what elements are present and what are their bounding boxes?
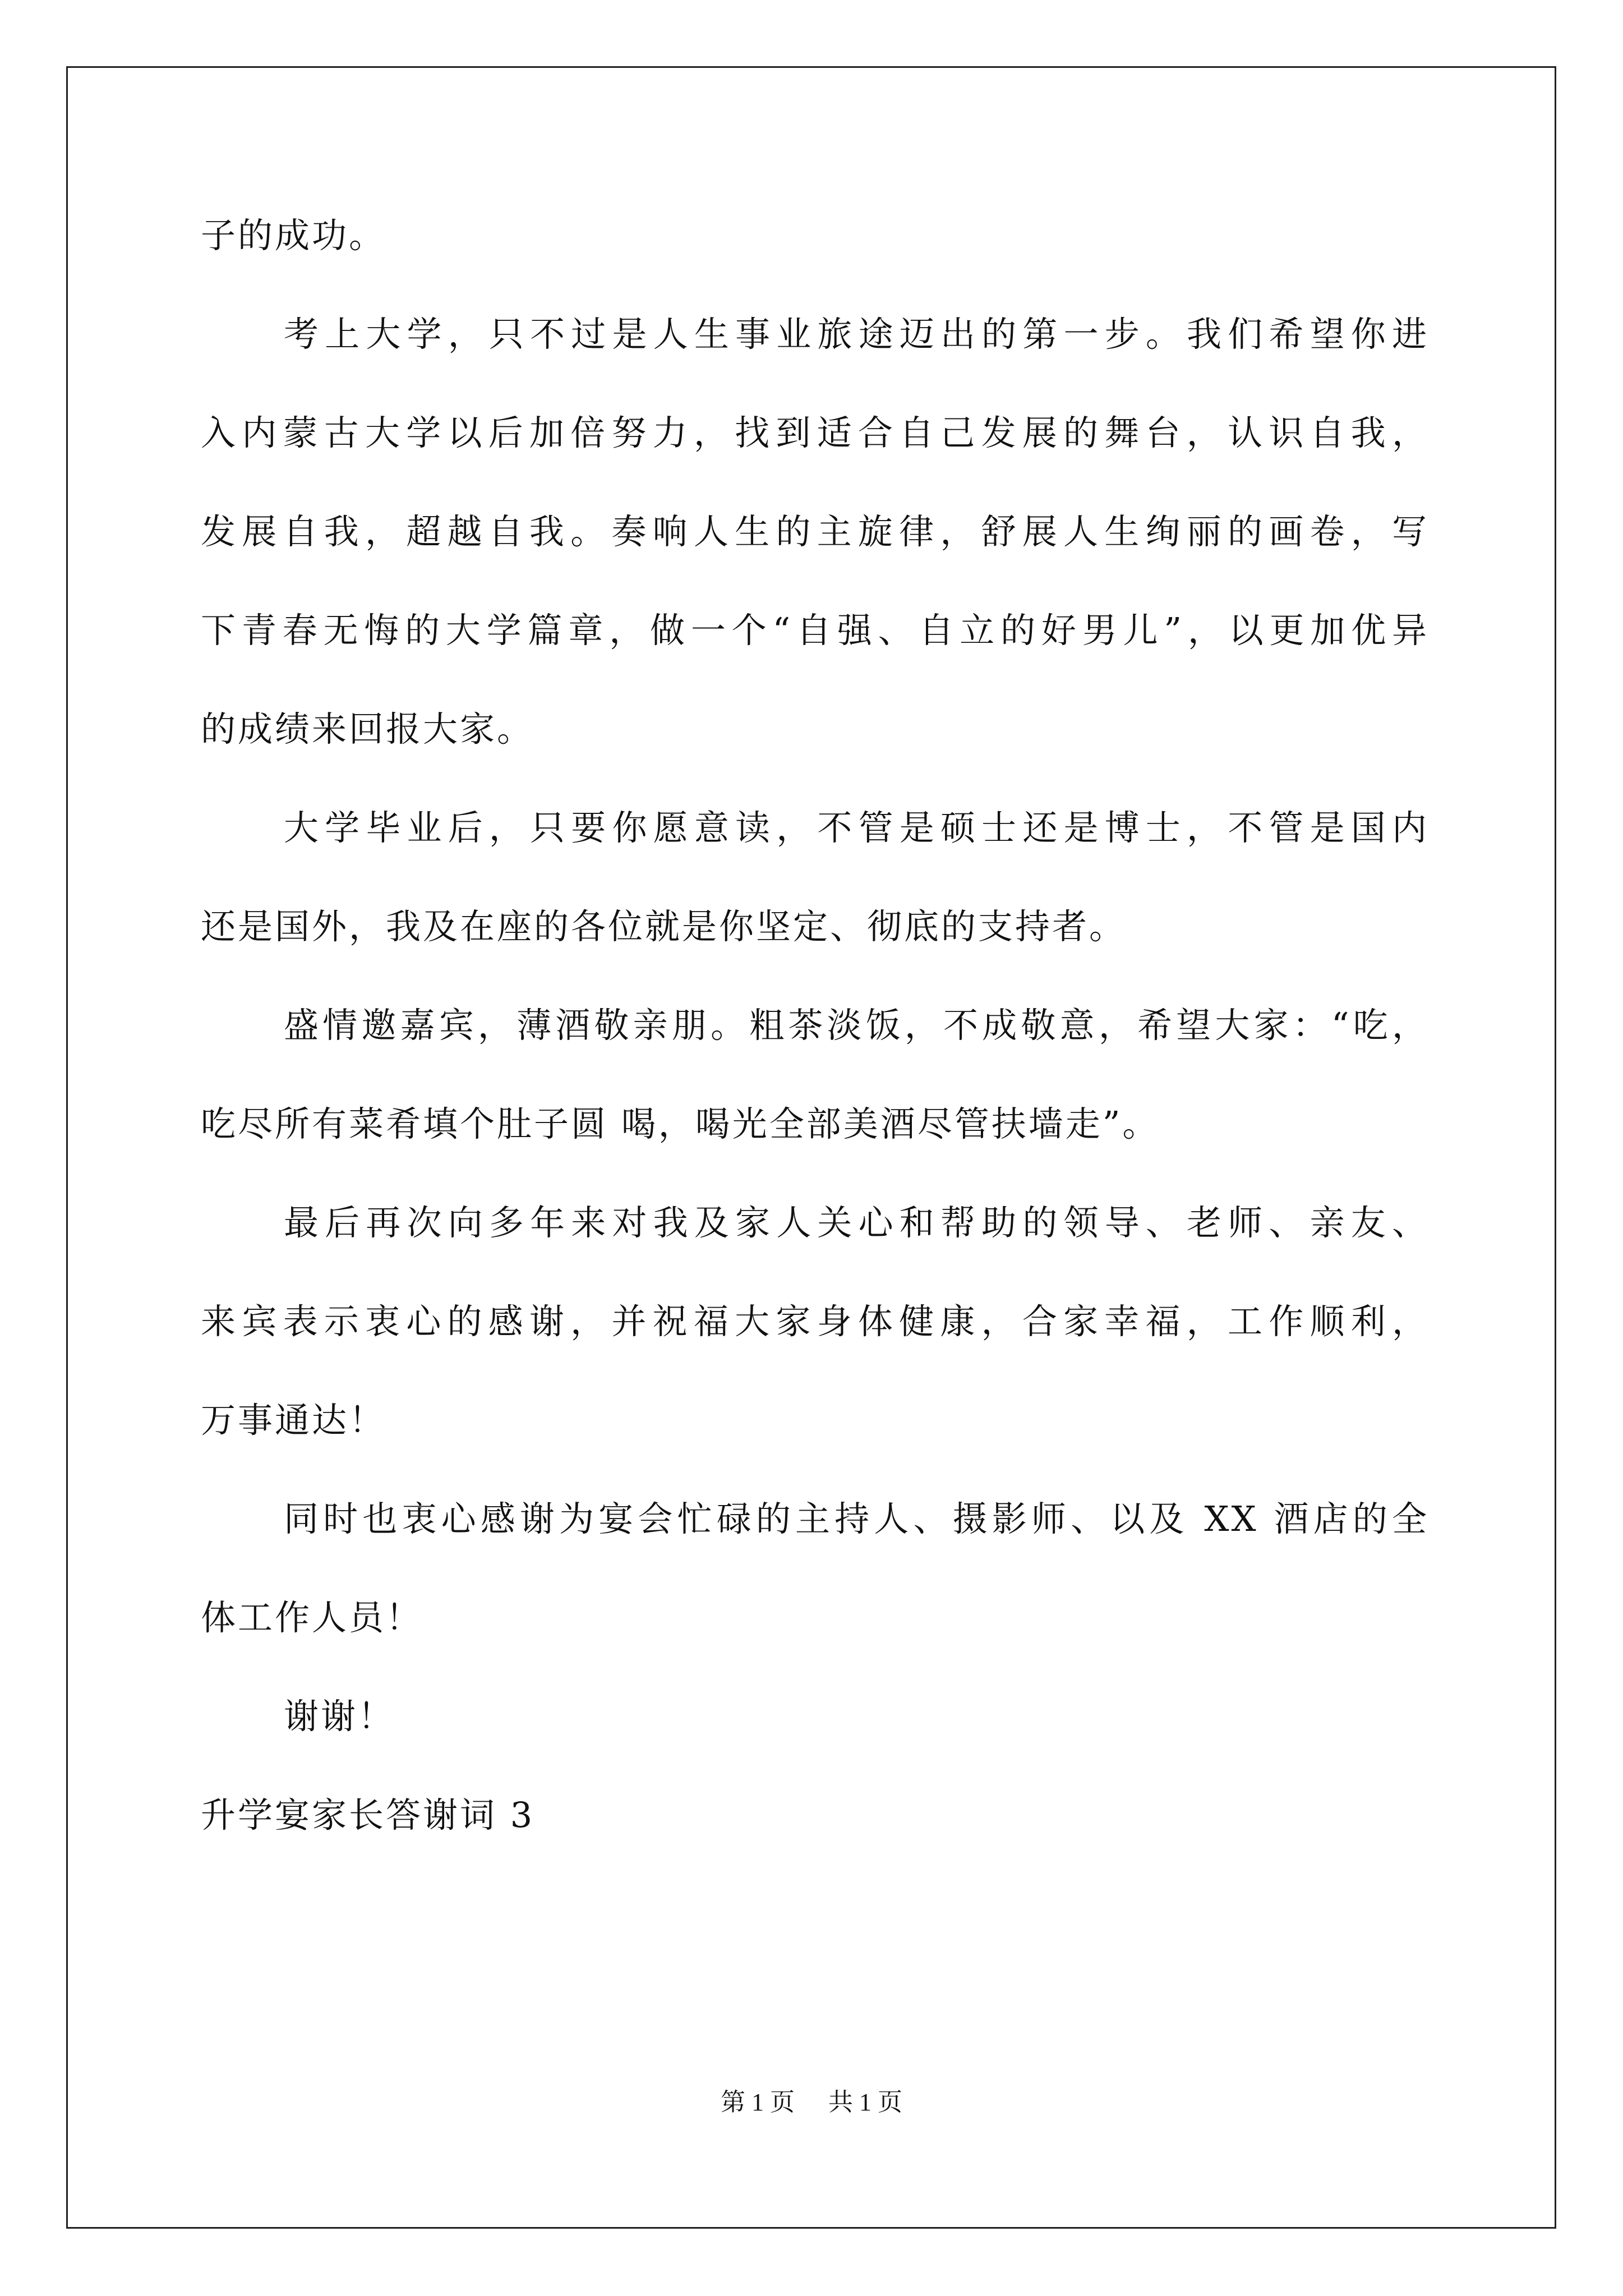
page-footer (0, 2087, 1623, 2118)
paragraph-line: 吃尽所有菜肴填个肚子圆 喝，喝光全部美酒尽管扶墙走”。 (201, 1103, 1160, 1144)
paragraph-line: 大学毕业后，只要你愿意读，不管是硕士还是博士，不管是国内 (284, 807, 1429, 848)
paragraph-line: 盛情邀嘉宾，薄酒敬亲朋。粗茶淡饭，不成敬意，希望大家：“吃， (284, 1005, 1429, 1046)
paragraph-line: 同时也衷心感谢为宴会忙碌的主持人、摄影师、以及 XX 酒店的全 (284, 1498, 1429, 1539)
paragraph-line: 子的成功。 (201, 215, 386, 256)
section-heading: 升学宴家长答谢词 3 (201, 1795, 535, 1835)
paragraph-line: 的成绩来回报大家。 (201, 708, 534, 749)
paragraph-line: 还是国外，我及在座的各位就是你坚定、彻底的支持者。 (201, 906, 1127, 947)
page-total: 共 1 页 (828, 2088, 902, 2116)
paragraph-line: 下青春无悔的大学篇章，做一个“自强、自立的好男儿”，以更加优异 (201, 610, 1429, 651)
paragraph-line: 万事通达！ (201, 1400, 386, 1441)
paragraph-line: 入内蒙古大学以后加倍努力，找到适合自己发展的舞台，认识自我， (201, 412, 1429, 453)
paragraph-line: 谢谢！ (284, 1696, 395, 1737)
paragraph-line: 体工作人员！ (201, 1597, 423, 1638)
paragraph-line: 来宾表示衷心的感谢，并祝福大家身体健康，合家幸福，工作顺利， (201, 1301, 1429, 1342)
document-body (201, 213, 1429, 1892)
page-number: 第 1 页 (721, 2088, 795, 2116)
paragraph-line: 考上大学，只不过是人生事业旅途迈出的第一步。我们希望你进 (284, 314, 1429, 355)
paragraph-line: 最后再次向多年来对我及家人关心和帮助的领导、老师、亲友、 (284, 1202, 1429, 1243)
paragraph-line: 发展自我，超越自我。奏响人生的主旋律，舒展人生绚丽的画卷，写 (201, 511, 1429, 552)
